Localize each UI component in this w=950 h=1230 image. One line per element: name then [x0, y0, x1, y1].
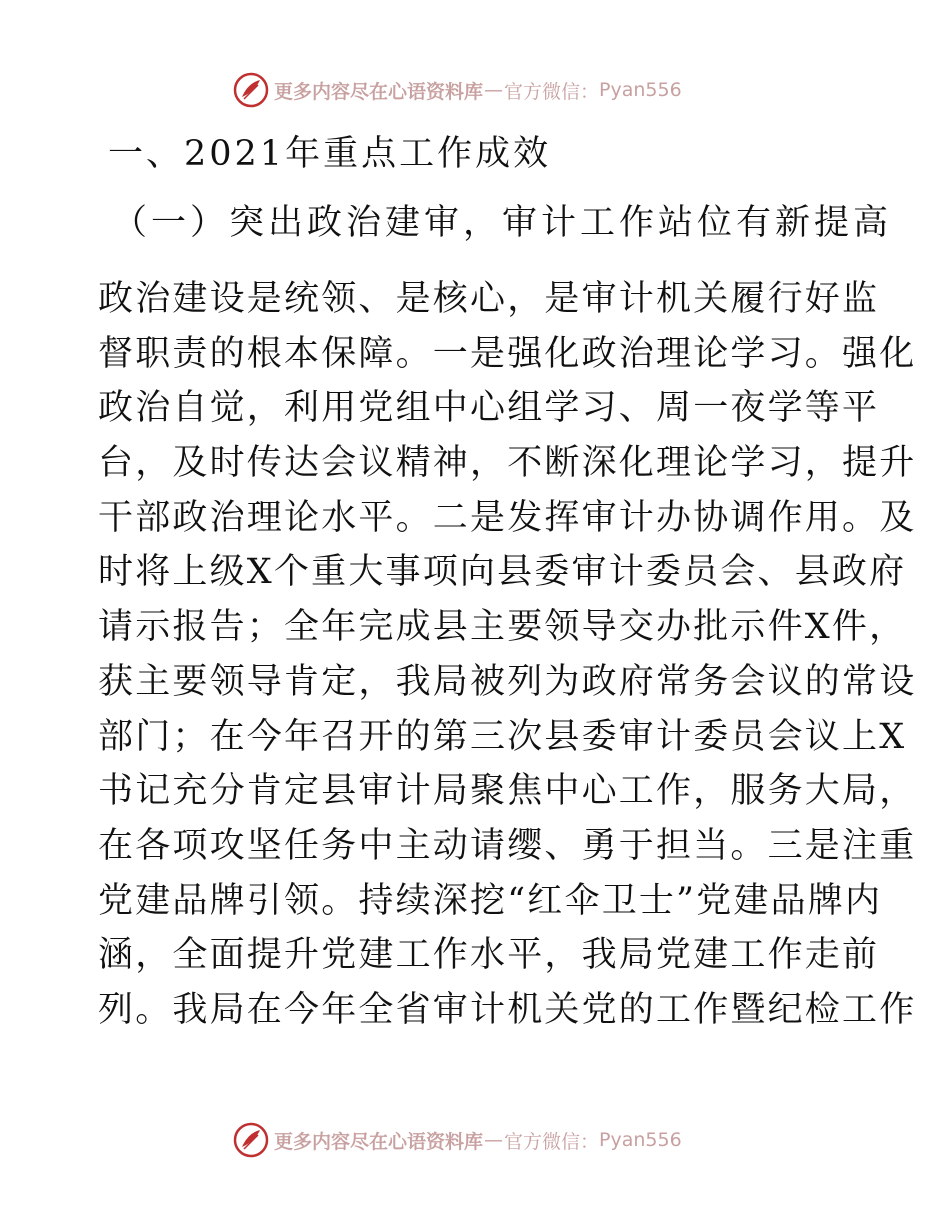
watermark-site-text: 更多内容尽在心语资料库	[274, 80, 484, 103]
watermark-separator: —	[484, 79, 504, 101]
paragraph-line: 党建品牌引领。持续深挖“红伞卫士”党建品牌内	[98, 880, 883, 921]
paragraph-line: 干部政治理论水平。二是发挥审计办协调作用。及	[98, 497, 917, 538]
logo-icon	[232, 71, 270, 109]
watermark-wechat-id: Pyan556	[599, 79, 682, 101]
section-heading: 一、2021年重点工作成效	[108, 134, 552, 174]
paragraph-line: 获主要领导肯定，我局被列为政府常务会议的常设	[98, 661, 917, 702]
paragraph-line: 请示报告；全年完成县主要领导交办批示件X件，	[98, 607, 907, 648]
body-paragraph	[98, 272, 917, 1038]
paragraph-line: 政治建设是统领、是核心，是审计机关履行好监	[98, 279, 880, 319]
watermark-separator: —	[484, 1129, 504, 1151]
paragraph-line: 在各项攻坚任务中主动请缨、勇于担当。三是注重	[98, 825, 917, 866]
paragraph-line: 涵，全面提升党建工作水平，我局党建工作走前	[98, 935, 880, 976]
watermark-wechat-label: 官方微信：	[504, 80, 600, 103]
watermark-wechat-label: 官方微信：	[504, 1130, 600, 1153]
paragraph-line: 台，及时传达会议精神，不断深化理论学习，提升	[98, 443, 917, 484]
paragraph-line: 政治自觉，利用党组中心组学习、周一夜学等平	[98, 388, 880, 429]
watermark-banner-top[interactable]	[232, 70, 682, 110]
paragraph-line: 书记充分肯定县审计局聚焦中心工作，服务大局，	[98, 771, 917, 812]
watermark-banner-bottom[interactable]	[232, 1120, 682, 1160]
paragraph-line: 督职责的根本保障。一是强化政治理论学习。强化	[98, 333, 917, 374]
paragraph-line: 列。我局在今年全省审计机关党的工作暨纪检工作	[98, 989, 917, 1030]
watermark-site-text: 更多内容尽在心语资料库	[274, 1130, 484, 1153]
subsection-heading: （一）突出政治建审，审计工作站位有新提高	[112, 203, 893, 243]
paragraph-line: 部门；在今年召开的第三次县委审计委员会议上X	[98, 716, 907, 757]
watermark-wechat-id: Pyan556	[599, 1129, 682, 1151]
logo-icon	[232, 1121, 270, 1159]
paragraph-line: 时将上级X个重大事项向县委审计委员会、县政府	[98, 552, 907, 593]
